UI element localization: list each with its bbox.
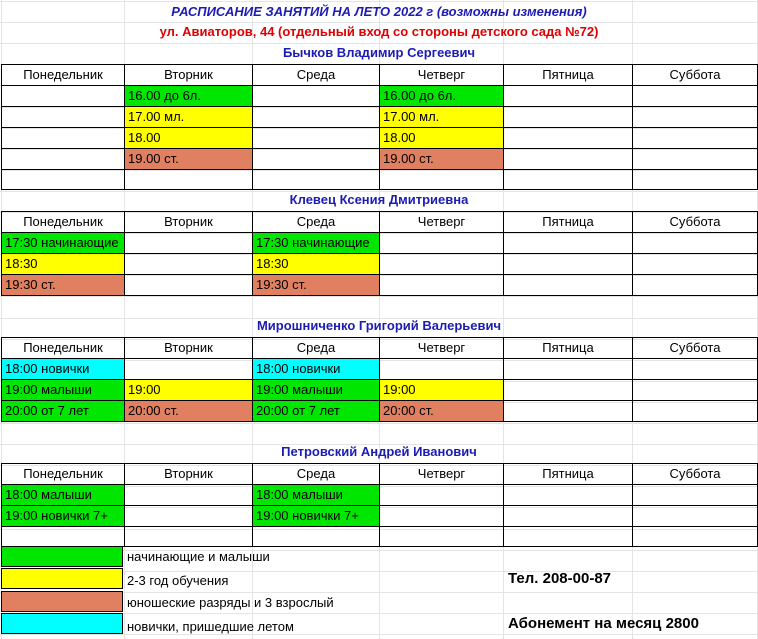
schedule-table-2 <box>1 211 758 296</box>
schedule-cell <box>2 86 125 107</box>
schedule-cell: 18.00 <box>380 128 504 149</box>
schedule-cell: 19:00 новички 7+ <box>2 506 125 527</box>
schedule-table-4 <box>1 463 758 547</box>
schedule-cell <box>253 128 380 149</box>
schedule-cell <box>380 254 504 275</box>
schedule-row-empty <box>2 527 758 547</box>
schedule-cell: 18:00 малыши <box>253 485 380 506</box>
schedule-cell <box>380 527 504 547</box>
schedule-cell: 16.00 до 6л. <box>125 86 253 107</box>
schedule-cell: 20:00 ст. <box>125 401 253 422</box>
schedule-row <box>2 506 758 527</box>
schedule-cell: 19.00 ст. <box>125 149 253 170</box>
grid-row-line <box>0 423 758 424</box>
schedule-table-3 <box>1 337 758 422</box>
day-header: Вторник <box>125 464 253 485</box>
schedule-row <box>2 359 758 380</box>
schedule-cell <box>504 359 633 380</box>
day-header: Пятница <box>504 212 633 233</box>
schedule-cell: 20:00 от 7 лет <box>253 401 380 422</box>
schedule-cell <box>2 107 125 128</box>
schedule-cell <box>633 233 758 254</box>
schedule-cell <box>2 527 125 547</box>
schedule-cell <box>633 107 758 128</box>
schedule-cell <box>380 506 504 527</box>
schedule-cell <box>380 170 504 190</box>
schedule-cell <box>633 149 758 170</box>
address-line: ул. Авиаторов, 44 (отдельный вход со стороны детского сада №72) <box>159 24 599 39</box>
day-header: Среда <box>253 338 380 359</box>
day-header: Понедельник <box>2 464 125 485</box>
legend-swatch-green <box>1 546 123 567</box>
grid-row-line <box>0 634 758 635</box>
day-header: Пятница <box>504 65 633 86</box>
schedule-cell: 20:00 от 7 лет <box>2 401 125 422</box>
schedule-cell <box>380 233 504 254</box>
grid-row-line <box>0 296 758 297</box>
schedule-row <box>2 275 758 296</box>
schedule-cell: 20:00 ст. <box>380 401 504 422</box>
day-header-row <box>2 65 758 86</box>
schedule-cell <box>504 380 633 401</box>
schedule-cell <box>125 359 253 380</box>
day-header: Понедельник <box>2 212 125 233</box>
day-header: Суббота <box>633 65 758 86</box>
day-header: Четверг <box>380 338 504 359</box>
schedule-cell: 17.00 мл. <box>380 107 504 128</box>
schedule-cell <box>125 254 253 275</box>
day-header: Суббота <box>633 464 758 485</box>
schedule-cell <box>380 359 504 380</box>
schedule-cell: 18:30 <box>253 254 380 275</box>
trainer-name-2: Клевец Ксения Дмитриевна <box>289 192 469 207</box>
day-header: Понедельник <box>2 338 125 359</box>
schedule-row <box>2 380 758 401</box>
schedule-cell <box>253 107 380 128</box>
schedule-cell <box>253 170 380 190</box>
schedule-cell <box>504 254 633 275</box>
schedule-cell <box>380 275 504 296</box>
schedule-cell <box>504 275 633 296</box>
day-header: Вторник <box>125 65 253 86</box>
schedule-cell <box>125 233 253 254</box>
trainer-name-3: Мирошниченко Григорий Валерьевич <box>256 318 502 333</box>
schedule-cell <box>633 359 758 380</box>
schedule-cell <box>2 128 125 149</box>
schedule-cell <box>633 527 758 547</box>
legend-label-cyan: новички, пришедшие летом <box>127 619 294 634</box>
schedule-cell <box>633 86 758 107</box>
schedule-cell <box>2 170 125 190</box>
day-header-row <box>2 338 758 359</box>
schedule-cell <box>504 506 633 527</box>
day-header-row <box>2 464 758 485</box>
schedule-row <box>2 149 758 170</box>
schedule-cell: 19:00 <box>125 380 253 401</box>
schedule-row-empty <box>2 170 758 190</box>
day-header: Пятница <box>504 338 633 359</box>
schedule-cell <box>504 233 633 254</box>
trainer-name-4: Петровский Андрей Иванович <box>281 444 477 459</box>
day-header: Вторник <box>125 212 253 233</box>
schedule-cell <box>253 86 380 107</box>
schedule-cell <box>504 149 633 170</box>
schedule-cell: 18:00 малыши <box>2 485 125 506</box>
day-header: Пятница <box>504 464 633 485</box>
schedule-cell: 19:00 <box>380 380 504 401</box>
schedule-cell <box>125 527 253 547</box>
legend-label-red: юношеские разряды и 3 взрослый <box>127 595 334 610</box>
day-header: Понедельник <box>2 65 125 86</box>
day-header: Четверг <box>380 212 504 233</box>
schedule-cell: 19:00 новички 7+ <box>253 506 380 527</box>
legend-label-yellow: 2-3 год обучения <box>127 573 229 588</box>
schedule-cell: 17:30 начинающие <box>2 233 125 254</box>
schedule-cell <box>633 275 758 296</box>
schedule-cell <box>125 275 253 296</box>
schedule-cell: 16.00 до 6л. <box>380 86 504 107</box>
day-header: Вторник <box>125 338 253 359</box>
schedule-cell <box>504 128 633 149</box>
schedule-row <box>2 107 758 128</box>
schedule-row <box>2 86 758 107</box>
schedule-row <box>2 128 758 149</box>
trainer-name-1: Бычков Владимир Сергеевич <box>282 45 476 60</box>
schedule-cell <box>504 485 633 506</box>
schedule-cell <box>504 170 633 190</box>
schedule-row <box>2 233 758 254</box>
day-header: Среда <box>253 212 380 233</box>
legend-swatch-yellow <box>1 568 123 589</box>
day-header: Четверг <box>380 65 504 86</box>
schedule-cell: 18:00 новички <box>2 359 125 380</box>
schedule-cell: 19:30 ст. <box>2 275 125 296</box>
schedule-row <box>2 254 758 275</box>
schedule-cell <box>504 86 633 107</box>
schedule-cell <box>253 149 380 170</box>
schedule-cell <box>380 485 504 506</box>
legend-swatch-cyan <box>1 613 123 634</box>
schedule-cell <box>633 380 758 401</box>
day-header: Четверг <box>380 464 504 485</box>
schedule-cell <box>504 107 633 128</box>
schedule-cell <box>633 401 758 422</box>
schedule-cell <box>633 506 758 527</box>
schedule-cell: 18:30 <box>2 254 125 275</box>
schedule-cell <box>125 506 253 527</box>
page-title: РАСПИСАНИЕ ЗАНЯТИЙ НА ЛЕТО 2022 г (возможны изменения) <box>171 4 587 19</box>
schedule-cell <box>2 149 125 170</box>
day-header: Среда <box>253 464 380 485</box>
schedule-cell <box>633 170 758 190</box>
subscription-price: Абонемент на месяц 2800 <box>508 615 699 632</box>
schedule-table-1 <box>1 64 758 190</box>
schedule-cell: 19:00 малыши <box>253 380 380 401</box>
legend-swatch-red <box>1 591 123 612</box>
schedule-cell: 19:30 ст. <box>253 275 380 296</box>
schedule-cell <box>125 170 253 190</box>
day-header: Суббота <box>633 212 758 233</box>
schedule-cell: 19.00 ст. <box>380 149 504 170</box>
schedule-cell: 17:30 начинающие <box>253 233 380 254</box>
schedule-row <box>2 485 758 506</box>
day-header-row <box>2 212 758 233</box>
schedule-cell: 18.00 <box>125 128 253 149</box>
schedule-cell <box>633 485 758 506</box>
phone-number: Тел. 208-00-87 <box>508 570 612 587</box>
schedule-cell <box>125 485 253 506</box>
schedule-cell <box>504 527 633 547</box>
day-header: Суббота <box>633 338 758 359</box>
schedule-cell <box>504 401 633 422</box>
legend-label-green: начинающие и малыши <box>127 549 270 564</box>
schedule-row <box>2 401 758 422</box>
schedule-cell: 17.00 мл. <box>125 107 253 128</box>
day-header: Среда <box>253 65 380 86</box>
schedule-cell: 18:00 новички <box>253 359 380 380</box>
schedule-cell <box>253 527 380 547</box>
schedule-cell <box>633 128 758 149</box>
schedule-cell <box>633 254 758 275</box>
schedule-cell: 19:00 малыши <box>2 380 125 401</box>
